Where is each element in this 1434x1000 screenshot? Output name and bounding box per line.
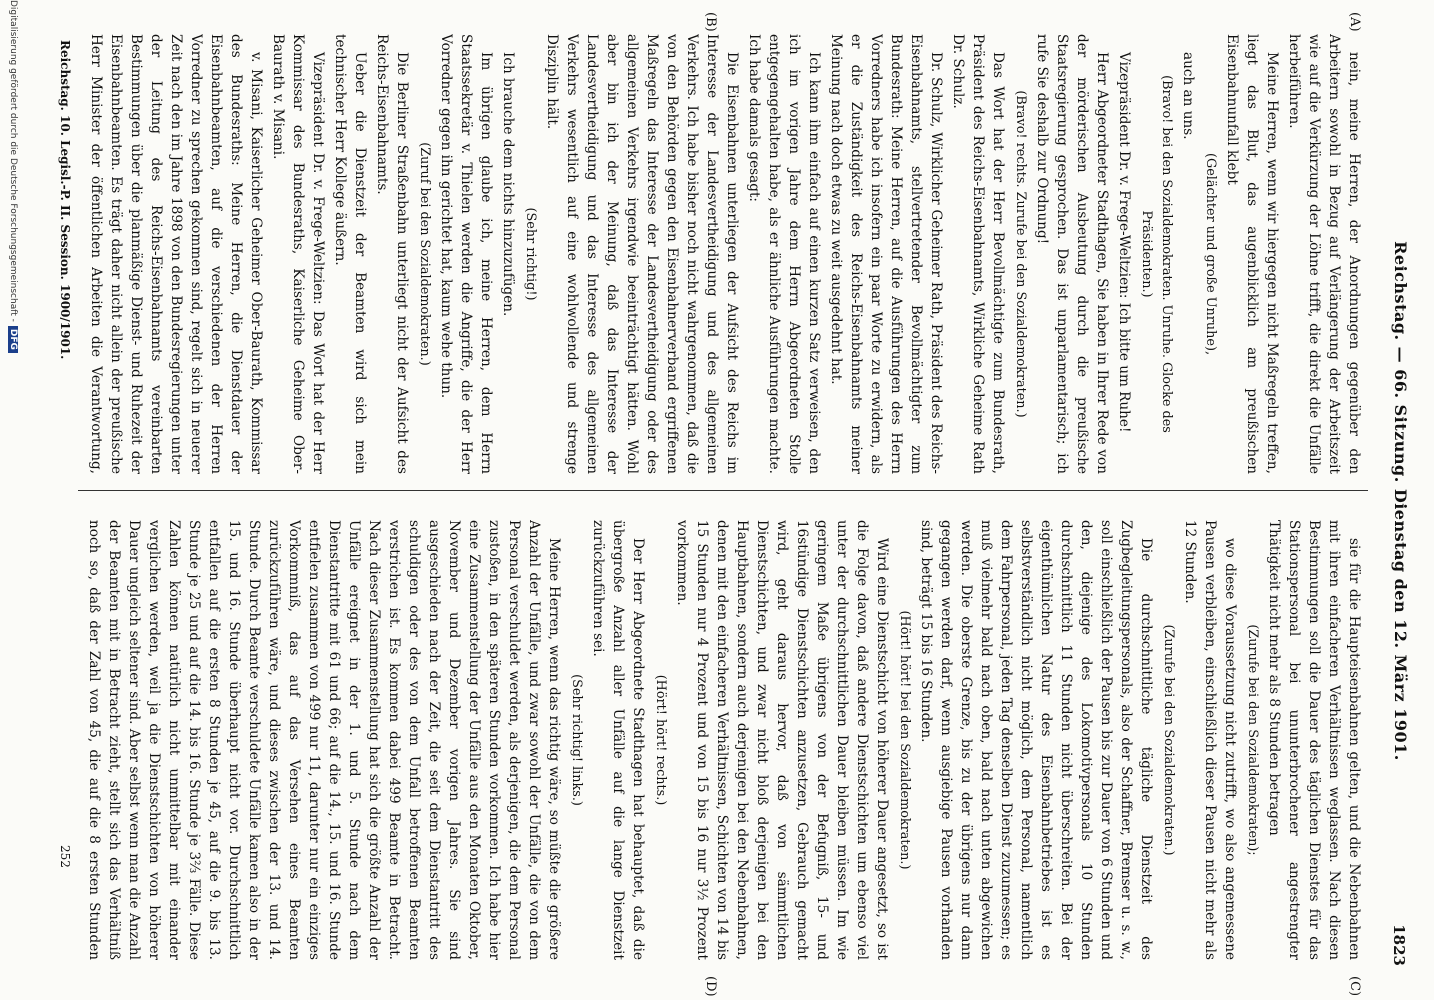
digitization-note [8,0,18,353]
running-title: Reichstag. — 66. Sitzung. Dienstag den 12. März 1901. [1391,241,1410,761]
paragraph: nein, meine Herren, der Anordnungen gegenüber den Arbeitern sowohl in Bezug auf Verlängerung der Arbeitszeit wie auf die Verkürzung der Löhne trifft, die direkt die Unfälle herbeiführen. [1286,34,1362,474]
page-number: 1823 [1390,924,1408,966]
paragraph: Vizepräsident Dr. v. Frege-Weltzien: Ich bitte um Ruhe! [1116,52,1132,433]
paragraph: Wird eine Dienstschicht von höherer Dauer angesetzt, so ist die Folge davon, daß andere Dienstschichten um ebenso viel unter der durchschnittlichen Dauer bleiben müssen. Im wie geringem Maße übrigens von der Befugniß, 15- und 16stündige Dienstschichten anzusetzen, Gebrauch gemacht wird, geht daraus hervor, daß von sämmtlichen Dienstschichten, und zwar nicht bloß derjenigen bei den Hauptbahnen, sondern auch derjenigen bei den Nebenbahnen, denen mit den einfacheren Verhältnissen, Schichten von 14 bis 15 Stunden nur 4 Prozent und von 15 bis 16 nur 3½ Prozent vorkommen. [674,520,890,960]
paragraph: Der Herr Abgeordnete Stadthagen hat behauptet, daß die übergroße Anzahl aller Unfälle auf die lange Dienstzeit zurückzuführen sei. [590,520,646,960]
paragraph: Ueber die Dienstzeit der Beamten wird sich mein technischer Herr Kollege äußern. [332,34,368,474]
paragraph: sie für die Haupteisenbahnen gelten, und die Nebenbahnen mit ihren einfacheren Verhältnissen weglassen. Nach diesen Bestimmungen soll die Dauer des täglichen Dienstes für das Stationspersonal bei ununterbrochener angestrengter Thätigkeit nicht mehr als 8 Stunden betragen [1266,520,1362,960]
digitization-text: Digitalisierung gefördert durch die Deutsche Forschungsgemeinschaft - [8,0,18,322]
paragraph: (Zuruf bei den Sozialdemokraten.) [417,142,432,366]
paragraph: Die Eisenbahnen unterliegen der Aufsicht des Reichs im Interesse der Landesvertheidigung und des allgemeinen Verkehrs. Ich habe bisher noch nicht wahrgenommen, daß die von den Behörden gegen den Eisenbahnerverband ergriffenen Maßregeln das Interesse der Landesvertheidigung oder des allgemeinen Verkehrs irgendwie beeinträchtigt hätten. Wohl aber bin ich der Meinung, daß das Interesse der Landesvertheidigung und das Interesse des allgemeinen Verkehrs wesentlich auf eine wohlwollende und strenge Disziplin hält. [544,34,740,474]
paragraph: Im übrigen glaube ich, meine Herren, dem Herrn Staatssekretär v. Thielen werden die Angriffe, die der Herr Vorredner gegen ihn gerichtet hat, kaum wehe thun. [438,34,494,474]
dfg-logo: DFG [8,326,18,353]
paragraph: wo diese Voraussetzung nicht zutrifft, wo also angemessene Pausen verbleiben, einschließlich dieser Pausen nicht mehr als 12 Stunden. [1182,520,1238,960]
paragraph: Das Wort hat der Herr Bevollmächtigte zum Bundesrath, Präsident des Reichs-Eisenbahnamts, Wirkliche Geheime Rath Dr. Schulz. [950,34,1006,474]
paragraph: (Sehr richtig! links.) [569,674,584,806]
paragraph: v. Misani, Kaiserlicher Geheimer Ober-Baurath, Kommissar des Bundesraths: Meine Herren, die Dienstdauer der Eisenbahnbeamten, auf die verschiedenen der Herren Vorredner zu sprechen gekommen sind, regelt sich in neuerer Zeit nach den im Jahre 1898 von den Bundesregierungen unter der Leitung des Reichs-Eisenbahnamts vereinbarten Bestimmungen über die planmäßige Dienst- und Ruhezeit der Eisenbahnbeamten. Es trägt daher nicht allein der preußische Herr Minister der öffentlichen Arbeiten die Verantwortung, [88,34,264,474]
paragraph: Die Berliner Straßenbahn unterliegt nicht der Aufsicht des Reichs-Eisenbahnamts. [374,34,410,474]
column-divider [78,490,1368,491]
paragraph: Meine Herren, wenn wir hiergegen nicht Maßregeln treffen, liegt das Blut, das augenblicklich am preußischen Eisenbahnunfall klebt [1224,34,1280,474]
footer-sheet-number: 252 [58,845,72,868]
left-column [84,34,1364,474]
paragraph: Herr Abgeordneter Stadthagen, Sie haben in Ihrer Rede von der mörderischen Ausbeutung durch die preußische Staatsregierung gesprochen. Das ist unparlamentarisch; ich rufe Sie deshalb zur Ordnung! [1034,34,1110,474]
footer-session: Reichstag. 10. Legisl.-P. II. Session. 1900/1901. [58,40,72,360]
paragraph: (Hört! hört! rechts.) [653,674,668,806]
paragraph: auch an uns. [1180,52,1196,140]
paragraph: Vizepräsident Dr. v. Frege-Weltzien: Das Wort hat der Herr Kommissar des Bundesraths, Kaiserliche Geheime Ober-Baurath v. Misani. [270,34,326,474]
margin-letter-b: (B) [703,12,718,32]
paragraph: Die durchschnittliche tägliche Dienstzeit des Zugbegleitungspersonals, also der Schaffner, Bremser u. s. w., soll einschließlich der Pausen bis zur Dauer von 6 Stunden und den, diejenige des Lokomotivpersonals 10 Stunden durchschnittlich 11 Stunden nicht überschreiten. Bei der eigenthümlichen Natur des Eisenbahnbetriebes ist es selbstverständlich nicht möglich, dem Personal, namentlich dem Fahrpersonal, jeden Tag denselben Dienst zuzumessen; es muß vielmehr bald nach oben, bald nach unten abgewichen werden. Die oberste Grenze, bis zu der übrigens nur dann gegangen werden darf, wenn ausgiebige Pausen vorhanden sind, beträgt 15 bis 16 Stunden. [918,520,1154,960]
paragraph: (Hört! hört! bei den Sozialdemokraten.) [897,610,912,870]
page-header [1380,26,1416,976]
margin-letter-c: (C) [1347,976,1362,997]
paragraph: (Zurufe bei den Sozialdemokraten.) [1161,624,1176,856]
paragraph: Dr. Schulz, Wirklicher Geheimer Rath, Präsident des Reichs-Eisenbahnamts, stellvertretender Bevollmächtigter zum Bundesrath: Meine Herren, auf die Ausführungen des Herrn Vorredners habe ich insofern ein paar Worte zu erwidern, als er die Zuständigkeit des Reichs-Eisenbahnamts meiner Meinung nach doch etwas zu weit ausgedehnt hat. [828,34,944,474]
paragraph: (Sehr richtig!) [523,207,538,301]
paragraph: (Gelächter und große Unruhe), [1203,152,1218,356]
paragraph: (Zurufe bei den Sozialdemokraten); [1245,624,1260,856]
margin-letter-d: (D) [703,976,718,997]
paragraph: Meine Herren, wenn das richtig wäre, so müßte die größere Anzahl der Unfälle, und zwar sowohl der Unfälle, die von dem Personal verschuldet werden, als derjenigen, die dem Personal zustoßen, in den späteren Stunden vorkommen. Ich habe hier eine Zusammenstellung der Unfälle aus den Monaten Oktober, November und Dezember vorigen Jahres. Sie sind ausgeschieden nach der Zeit, die seit dem Dienstantritt des schuldigen oder des von dem Unfall betroffenen Beamten verstrichen ist. Es kommen dabei 499 Beamte in Betracht. Nach dieser Zusammenstellung hat sich die größte Anzahl der Unfälle ereignet in der 1. und 5. Stunde nach dem Dienstantritte mit 61 und 66; auf die 14., 15. und 16. Stunde entfielen zusammen von 499 nur 11, darunter nur ein einziges Vorkommniß, das auf das Versehen eines Beamten zurückzuführen wäre, und dieses zwischen der 13. und 14. Stunde. Durch Beamte verschuldete Unfälle kamen also in der 15. und 16. Stunde überhaupt nicht vor. Durchschnittlich entfallen auf die ersten 8 Stunden je 45, auf die 9. bis 13. Stunde je 25 und auf die 14. bis 16. Stunde je 3⅔ Fälle. Diese Zahlen können natürlich nicht unmittelbar mit einander verglichen werden, weil ja die Dienstschichten von höherer Dauer ungleich seltener sind. Aber selbst wenn man die Anzahl der Beamten mit in Betracht zieht, stellt sich das Verhältniß noch so, daß der Zahl von 45, die auf die 8 ersten Stunden [86,520,562,960]
paragraph: (Bravo! rechts. Zurufe bei den Sozialdemokraten.) [1013,90,1028,418]
paragraph: Ich kann ihm einfach auf einen kurzen Satz verweisen, den ich im vorigen Jahre dem Herrn Abgeordneten Stolle entgegengehalten habe, als er ähnliche Ausführungen machte. Ich habe damals gesagt: [746,34,822,474]
paragraph: (Bravo! bei den Sozialdemokraten. Unruhe. Glocke des Präsidenten.) [1139,75,1174,433]
margin-letter-a: (A) [1347,12,1362,32]
paragraph: Ich brauche dem nichts hinzuzufügen. [500,52,516,317]
right-column [84,520,1364,960]
